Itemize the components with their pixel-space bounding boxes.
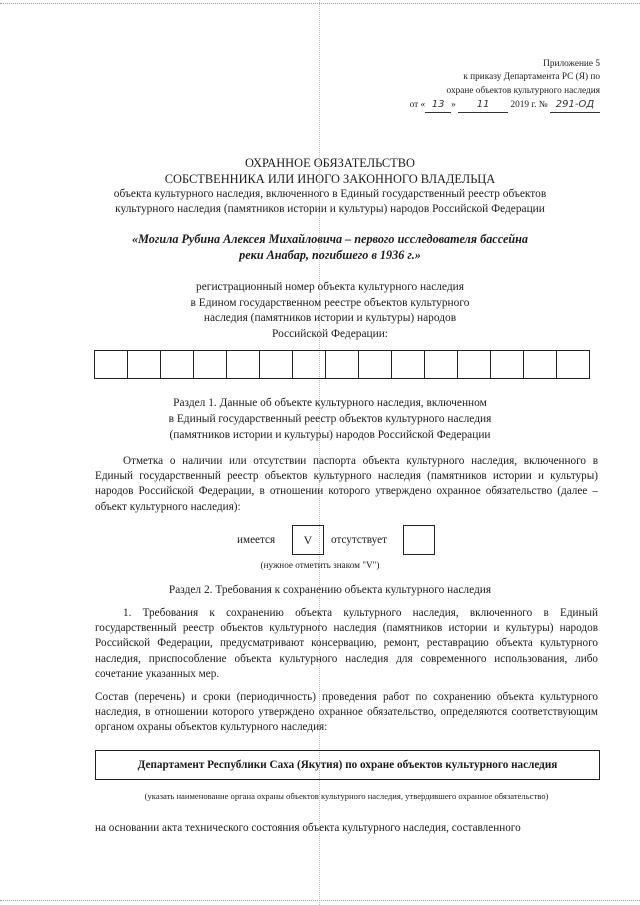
registration-line-2: в Едином государственном реестре объектов культурного xyxy=(190,296,470,309)
reg-digit-box[interactable] xyxy=(458,351,491,378)
authority-name-box: Департамент Республики Саха (Якутия) по охране объектов культурного наследия xyxy=(95,750,600,780)
appendix-line-1: Приложение 5 xyxy=(543,59,600,69)
appendix-line-2: к приказу Департамента РС (Я) по xyxy=(463,72,600,83)
reg-digit-box[interactable] xyxy=(260,351,293,378)
date-day: 13 xyxy=(425,98,451,112)
no-passport-label: отсутствует xyxy=(331,534,387,546)
object-name-line-2: реки Анабар, погибшего в 1936 г.» xyxy=(239,247,421,262)
appendix-date-line xyxy=(360,98,600,112)
section-2-heading: Раздел 2. Требования к сохранению объекта культурного наследия xyxy=(168,584,492,596)
mark-hint: (нужное отметить знаком "V") xyxy=(260,560,380,570)
object-name-line-1: «Могила Рубина Алексея Михайловича – первого исследователя бассейна xyxy=(131,232,529,246)
order-number: 291-ОД xyxy=(550,98,600,112)
title-line-1: ОХРАННОЕ ОБЯЗАТЕЛЬСТВО xyxy=(245,156,415,170)
title-line-3: объекта культурного наследия, включенного в Единый государственный реестр объектов xyxy=(113,188,547,200)
reg-digit-box[interactable] xyxy=(359,351,392,378)
object-name xyxy=(60,232,600,263)
date-year: 2019 г. № xyxy=(508,100,550,111)
section-1-heading xyxy=(60,395,600,443)
reg-digit-box[interactable] xyxy=(128,351,161,378)
composition-paragraph: Состав (перечень) и сроки (периодичность) проведения работ по сохранению объекта культурного наследия, в отношении которого утверждено охранное обязательство, определяются соответствующим органом охраны объектов культурного наследия: xyxy=(95,691,598,734)
has-passport-label: имеется xyxy=(237,534,276,546)
date-mid: » xyxy=(451,100,459,111)
registration-number-caption xyxy=(60,280,600,342)
registration-line-3: наследия (памятников истории и культуры) народов xyxy=(203,312,457,324)
reg-digit-box[interactable] xyxy=(227,351,260,378)
no-passport-checkbox[interactable] xyxy=(403,525,435,555)
passport-mark-row xyxy=(0,525,640,553)
registration-line-1: регистрационный номер объекта культурного наследия xyxy=(196,281,464,293)
section-1-line-1: Раздел 1. Данные об объекте культурного наследия, включенном xyxy=(173,397,487,409)
reg-digit-box[interactable] xyxy=(326,351,359,378)
appendix-header xyxy=(360,58,600,113)
has-passport-checkbox[interactable]: V xyxy=(292,525,324,555)
reg-digit-box[interactable] xyxy=(557,351,589,378)
section-1-line-2: в Единый государственный реестр объектов культурного наследия xyxy=(168,413,492,425)
reg-digit-box[interactable] xyxy=(392,351,425,378)
authority-hint: (указать наименование органа охраны объектов культурного наследия, утвердившего охранное обязательство) xyxy=(144,791,549,801)
passport-paragraph: Отметка о наличии или отсутствии паспорта объекта культурного наследия, включенного в Единый государственный реестр объектов культурного наследия (памятников истории и культуры) народов Российской Федерации, в отношении которого утверждено охранное обязательство (далее – объект культурного наследия): xyxy=(95,455,598,513)
document-title xyxy=(60,156,600,217)
basis-paragraph: на основании акта технического состояния объекта культурного наследия, составленного xyxy=(95,822,521,834)
date-prefix: от « xyxy=(409,100,426,111)
section-1-line-3: (памятников истории и культуры) народов Российской Федерации xyxy=(169,429,491,441)
reg-digit-box[interactable] xyxy=(425,351,458,378)
appendix-line-3: охране объектов культурного наследия xyxy=(446,85,600,96)
reg-digit-box[interactable] xyxy=(491,351,524,378)
registration-line-4: Российской Федерации: xyxy=(272,327,388,340)
reg-digit-box[interactable] xyxy=(524,351,557,378)
requirements-paragraph: 1. Требования к сохранению объекта культурного наследия, включенного в Единый государственный реестр объектов культурного наследия (памятников истории и культуры) народов Российской Федерации, предусматривают консервацию, ремонт, реставрацию объекта культурного наследия, приспособление объекта культурного наследия для современного использования, либо сочетание указанных мер. xyxy=(95,607,598,680)
reg-digit-box[interactable] xyxy=(194,351,227,378)
reg-digit-box[interactable] xyxy=(293,351,326,378)
title-line-2: СОБСТВЕННИКА ИЛИ ИНОГО ЗАКОННОГО ВЛАДЕЛЬЦА xyxy=(164,171,496,186)
title-line-4: культурного наследия (памятников истории и культуры) народов Российской Федерации xyxy=(115,203,545,215)
bottom-scan-edge xyxy=(0,900,640,901)
date-month: 11 xyxy=(458,98,508,112)
top-scan-edge xyxy=(0,3,640,4)
reg-digit-box[interactable] xyxy=(161,351,194,378)
reg-digit-box[interactable] xyxy=(95,351,128,378)
registration-number-boxes[interactable] xyxy=(94,350,590,379)
